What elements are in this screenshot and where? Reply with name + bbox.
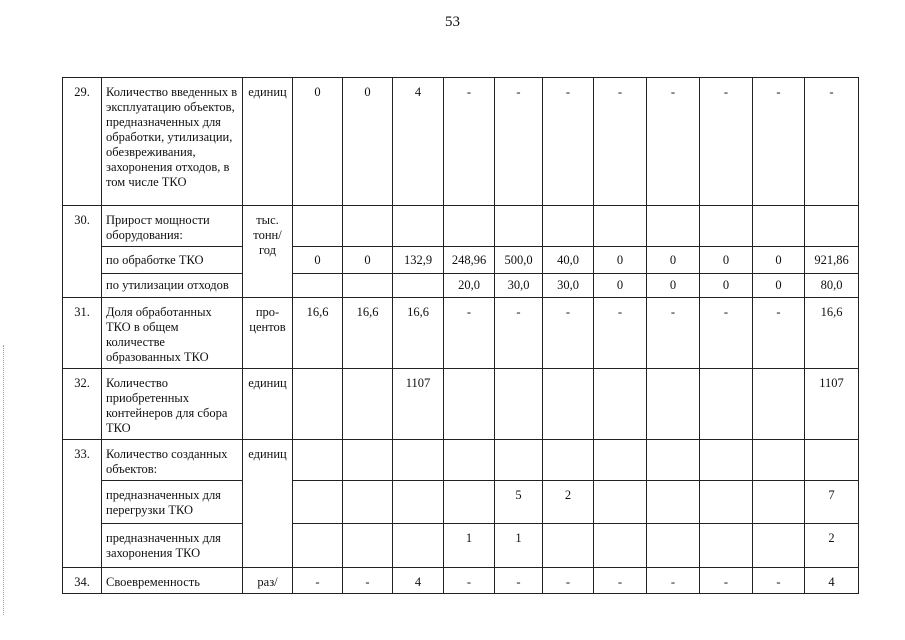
unit-cell: раз/ — [243, 568, 293, 594]
table-row-31 — [63, 298, 859, 369]
value-cell-6 — [543, 369, 594, 440]
value-cell-total: 16,6 — [805, 298, 859, 369]
indicator-name: Количество приобретенных контейнеров для сбора ТКО — [102, 369, 243, 440]
value-cell-3 — [393, 481, 444, 524]
value-cell-8 — [647, 481, 700, 524]
value-cell-5: 1 — [495, 524, 543, 568]
value-cell-2 — [343, 206, 393, 247]
indicator-subname: по обработке ТКО — [102, 247, 243, 274]
value-cell-5: - — [495, 298, 543, 369]
value-cell-total: - — [805, 78, 859, 206]
value-cell-10 — [753, 206, 805, 247]
value-cell-10 — [753, 369, 805, 440]
value-cell-9 — [700, 206, 753, 247]
value-cell-6: 40,0 — [543, 247, 594, 274]
value-cell-10 — [753, 524, 805, 568]
value-cell-4 — [444, 481, 495, 524]
value-cell-9 — [700, 369, 753, 440]
value-cell-9 — [700, 524, 753, 568]
value-cell-1 — [293, 369, 343, 440]
table-row-33 — [63, 440, 859, 481]
indicator-name: Своевременность — [102, 568, 243, 594]
value-cell-7: - — [594, 78, 647, 206]
row-number: 31. — [63, 298, 102, 369]
value-cell-1 — [293, 274, 343, 298]
table-subrow-33-1 — [63, 481, 859, 524]
value-cell-5: - — [495, 78, 543, 206]
value-cell-9 — [700, 481, 753, 524]
unit-cell: единиц — [243, 440, 293, 568]
value-cell-total: 7 — [805, 481, 859, 524]
value-cell-6: 2 — [543, 481, 594, 524]
indicator-name: Доля обработанных ТКО в общем количестве образованных ТКО — [102, 298, 243, 369]
value-cell-8 — [647, 206, 700, 247]
value-cell-1 — [293, 440, 343, 481]
value-cell-7 — [594, 440, 647, 481]
value-cell-8: 0 — [647, 247, 700, 274]
table-row-32 — [63, 369, 859, 440]
value-cell-8 — [647, 440, 700, 481]
table-subrow-33-2 — [63, 524, 859, 568]
value-cell-3 — [393, 524, 444, 568]
row-number: 30. — [63, 206, 102, 298]
value-cell-1 — [293, 206, 343, 247]
value-cell-6: - — [543, 78, 594, 206]
value-cell-9: 0 — [700, 274, 753, 298]
value-cell-4: 248,96 — [444, 247, 495, 274]
value-cell-4: - — [444, 78, 495, 206]
row-number: 29. — [63, 78, 102, 206]
table-subrow-30-2 — [63, 274, 859, 298]
row-number: 33. — [63, 440, 102, 568]
value-cell-5 — [495, 440, 543, 481]
value-cell-7: 0 — [594, 247, 647, 274]
indicators-table — [62, 77, 859, 594]
value-cell-8 — [647, 524, 700, 568]
value-cell-1: 0 — [293, 78, 343, 206]
value-cell-total: 2 — [805, 524, 859, 568]
unit-cell: единиц — [243, 78, 293, 206]
value-cell-10: - — [753, 568, 805, 594]
row-number: 32. — [63, 369, 102, 440]
value-cell-4 — [444, 440, 495, 481]
table-row-34 — [63, 568, 859, 594]
value-cell-6: 30,0 — [543, 274, 594, 298]
value-cell-total — [805, 206, 859, 247]
value-cell-6 — [543, 440, 594, 481]
value-cell-total: 4 — [805, 568, 859, 594]
indicator-name: Количество созданных объектов: — [102, 440, 243, 481]
value-cell-2 — [343, 369, 393, 440]
value-cell-5 — [495, 206, 543, 247]
value-cell-4: - — [444, 298, 495, 369]
table-row-29 — [63, 78, 859, 206]
unit-cell: тыс. тонн/ год — [243, 206, 293, 298]
value-cell-total — [805, 440, 859, 481]
page-number: 53 — [445, 14, 460, 30]
value-cell-4 — [444, 369, 495, 440]
value-cell-7: - — [594, 298, 647, 369]
value-cell-10: - — [753, 78, 805, 206]
value-cell-4: 20,0 — [444, 274, 495, 298]
value-cell-8 — [647, 369, 700, 440]
value-cell-9 — [700, 440, 753, 481]
indicator-name: Прирост мощности оборудования: — [102, 206, 243, 247]
value-cell-3: 4 — [393, 78, 444, 206]
indicator-subname: предназначенных для захоронения ТКО — [102, 524, 243, 568]
value-cell-4 — [444, 206, 495, 247]
value-cell-7: 0 — [594, 274, 647, 298]
value-cell-2: 0 — [343, 247, 393, 274]
indicator-subname: предназначенных для перегрузки ТКО — [102, 481, 243, 524]
value-cell-3 — [393, 274, 444, 298]
value-cell-2 — [343, 481, 393, 524]
value-cell-9: - — [700, 78, 753, 206]
unit-cell: про- центов — [243, 298, 293, 369]
table-row-30 — [63, 206, 859, 247]
value-cell-3 — [393, 206, 444, 247]
value-cell-9: - — [700, 568, 753, 594]
value-cell-5: - — [495, 568, 543, 594]
value-cell-4: 1 — [444, 524, 495, 568]
value-cell-6: - — [543, 568, 594, 594]
value-cell-2 — [343, 274, 393, 298]
value-cell-total: 921,86 — [805, 247, 859, 274]
value-cell-1 — [293, 524, 343, 568]
value-cell-7 — [594, 481, 647, 524]
value-cell-2: - — [343, 568, 393, 594]
value-cell-3: 16,6 — [393, 298, 444, 369]
value-cell-4: - — [444, 568, 495, 594]
value-cell-5 — [495, 369, 543, 440]
value-cell-9: 0 — [700, 247, 753, 274]
indicator-subname: по утилизации отходов — [102, 274, 243, 298]
value-cell-8: - — [647, 298, 700, 369]
value-cell-10: 0 — [753, 274, 805, 298]
value-cell-total: 80,0 — [805, 274, 859, 298]
value-cell-8: 0 — [647, 274, 700, 298]
value-cell-6: - — [543, 298, 594, 369]
value-cell-1 — [293, 481, 343, 524]
margin-scan-line — [3, 345, 4, 615]
value-cell-2: 0 — [343, 78, 393, 206]
value-cell-total: 1107 — [805, 369, 859, 440]
value-cell-6 — [543, 524, 594, 568]
value-cell-7 — [594, 206, 647, 247]
value-cell-3: 1107 — [393, 369, 444, 440]
value-cell-9: - — [700, 298, 753, 369]
value-cell-6 — [543, 206, 594, 247]
value-cell-10 — [753, 440, 805, 481]
value-cell-2 — [343, 524, 393, 568]
value-cell-2 — [343, 440, 393, 481]
value-cell-10 — [753, 481, 805, 524]
value-cell-8: - — [647, 78, 700, 206]
table-subrow-30-1 — [63, 247, 859, 274]
value-cell-3 — [393, 440, 444, 481]
value-cell-2: 16,6 — [343, 298, 393, 369]
value-cell-5: 500,0 — [495, 247, 543, 274]
value-cell-10: 0 — [753, 247, 805, 274]
value-cell-3: 4 — [393, 568, 444, 594]
value-cell-7 — [594, 524, 647, 568]
value-cell-7: - — [594, 568, 647, 594]
row-number: 34. — [63, 568, 102, 594]
value-cell-3: 132,9 — [393, 247, 444, 274]
value-cell-8: - — [647, 568, 700, 594]
value-cell-10: - — [753, 298, 805, 369]
unit-cell: единиц — [243, 369, 293, 440]
value-cell-1: 0 — [293, 247, 343, 274]
value-cell-5: 30,0 — [495, 274, 543, 298]
value-cell-7 — [594, 369, 647, 440]
indicator-name: Количество введенных в эксплуатацию объектов, предназначенных для обработки, утилизации, обезвреживания, захоронения отходов, в том числе ТКО — [102, 78, 243, 206]
value-cell-5: 5 — [495, 481, 543, 524]
value-cell-1: 16,6 — [293, 298, 343, 369]
value-cell-1: - — [293, 568, 343, 594]
